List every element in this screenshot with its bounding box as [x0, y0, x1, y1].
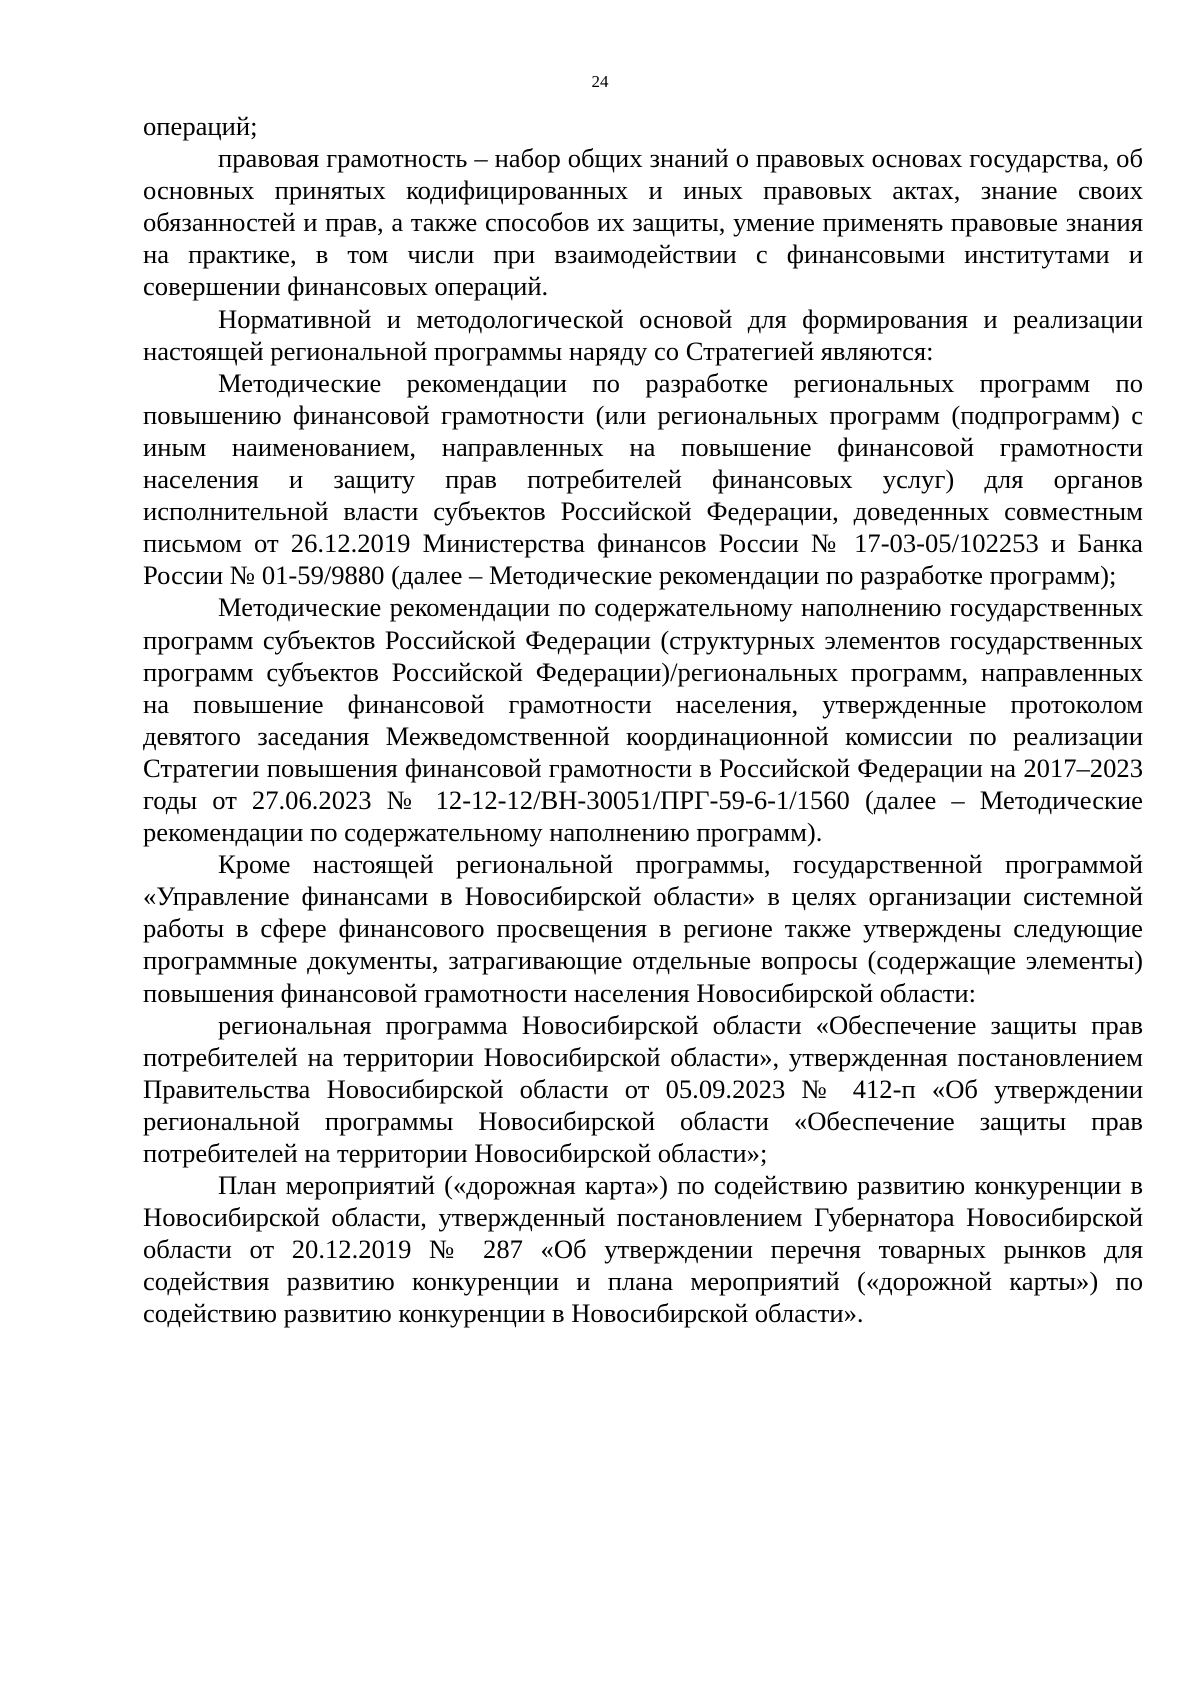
paragraph-methodical-recommendations-content: Методические рекомендации по содержательному наполнению государственных программ субъектов Российской Федерации (структурных элементов государственных программ субъектов Российской Федерации)/региональных программ, направленных на повышение финансовой грамотности населения, утвержденные протоколом девятого заседания Межведомственной координационной комиссии по реализации Стратегии повышения финансовой грамотности в Российской Федерации на 2017–2023 годы от 27.06.2023 № 12-12-12/ВН-30051/ПРГ-59-6-1/1560 (далее – Методические рекомендации по содержательному наполнению программ).: [143, 592, 1143, 848]
page-number: 24: [591, 72, 609, 91]
document-body: [143, 110, 1143, 1330]
paragraph-other-programs: Кроме настоящей региональной программы, государственной программой «Управление финансами в Новосибирской области» в целях организации системной работы в сфере финансового просвещения в регионе также утверждены следующие программные документы, затрагивающие отдельные вопросы (содержащие элементы) повышения финансовой грамотности населения Новосибирской области:: [143, 849, 1143, 1008]
paragraph-consumer-protection-program: региональная программа Новосибирской области «Обеспечение защиты прав потребителей на территории Новосибирской области», утвержденная постановлением Правительства Новосибирской области от 05.09.2023 № 412-п «Об утверждении региональной программы Новосибирской области «Обеспечение защиты прав потребителей на территории Новосибирской области»;: [143, 1009, 1143, 1168]
paragraph-competition-roadmap: План мероприятий («дорожная карта») по содействию развитию конкуренции в Новосибирской области, утвержденный постановлением Губернатора Новосибирской области от 20.12.2019 № 287 «Об утверждении перечня товарных рынков для содействия развитию конкуренции и плана мероприятий («дорожной карты») по содействию развитию конкуренции в Новосибирской области».: [143, 1170, 1143, 1329]
paragraph-legal-literacy: правовая грамотность – набор общих знаний о правовых основах государства, об основных принятых кодифицированных и иных правовых актах, знание своих обязанностей и прав, а также способов их защиты, умение применять правовые знания на практике, в том числи при взаимодействии с финансовыми институтами и совершении финансовых операций.: [143, 143, 1143, 302]
paragraph-normative-basis: Нормативной и методологической основой для формирования и реализации настоящей региональной программы наряду со Стратегией являются:: [143, 303, 1143, 366]
paragraph-methodical-recommendations-development: Методические рекомендации по разработке региональных программ по повышению финансовой грамотности (или региональных программ (подпрограмм) с иным наименованием, направленных на повышение финансовой грамотности населения и защиту прав потребителей финансовых услуг) для органов исполнительной власти субъектов Российской Федерации, доведенных совместным письмом от 26.12.2019 Министерства финансов России № 17-03-05/102253 и Банка России № 01-59/9880 (далее – Методические рекомендации по разработке программ);: [143, 367, 1143, 591]
paragraph-continuation: операций;: [143, 111, 258, 141]
